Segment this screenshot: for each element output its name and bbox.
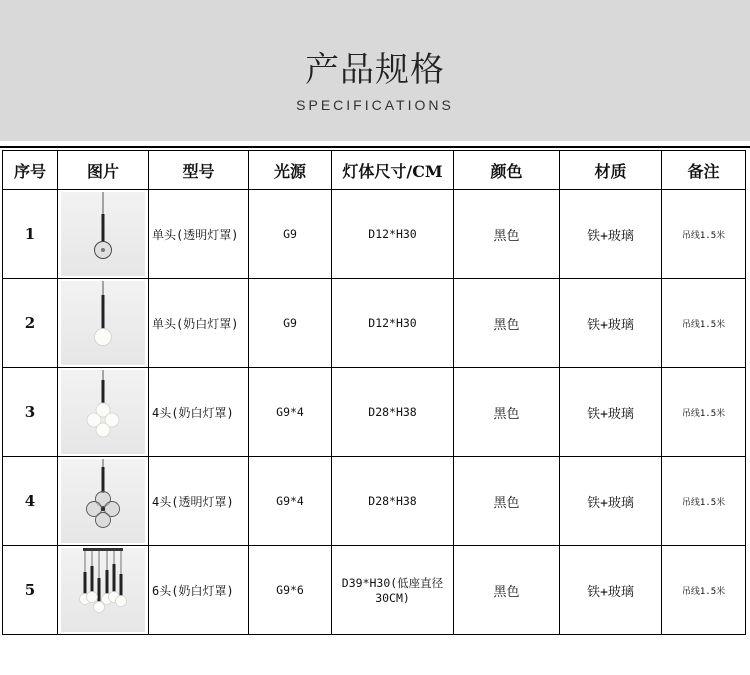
- page-subtitle: SPECIFICATIONS: [296, 97, 454, 113]
- color-cell: 黑色: [454, 368, 560, 457]
- single-milk-pendant-image: [61, 281, 145, 365]
- header-no: 序号: [3, 151, 58, 190]
- table-row: [3, 546, 746, 635]
- model-cell: 4头(透明灯罩): [149, 457, 249, 546]
- row-number: 1: [3, 190, 58, 279]
- material-cell: 铁+玻璃: [560, 457, 662, 546]
- table-row: [3, 457, 746, 546]
- note-cell: 吊线1.5米: [662, 190, 746, 279]
- six-milk-cluster-image: [61, 548, 145, 632]
- material-cell: 铁+玻璃: [560, 368, 662, 457]
- table-row: [3, 190, 746, 279]
- single-clear-pendant-image: [61, 192, 145, 276]
- header-note: 备注: [662, 151, 746, 190]
- header-image: 图片: [58, 151, 149, 190]
- color-cell: 黑色: [454, 457, 560, 546]
- header-model: 型号: [149, 151, 249, 190]
- product-image-cell: [58, 457, 149, 546]
- product-image-cell: [58, 190, 149, 279]
- material-cell: 铁+玻璃: [560, 190, 662, 279]
- table-row: [3, 279, 746, 368]
- color-cell: 黑色: [454, 279, 560, 368]
- light-source-cell: G9*6: [249, 546, 332, 635]
- light-source-cell: G9: [249, 279, 332, 368]
- header-banner: [0, 0, 750, 141]
- note-cell: 吊线1.5米: [662, 457, 746, 546]
- size-cell: D12*H30: [332, 279, 454, 368]
- header-size: 灯体尺寸/CM: [332, 151, 454, 190]
- model-cell: 单头(奶白灯罩): [149, 279, 249, 368]
- row-number: 2: [3, 279, 58, 368]
- table-row: [3, 368, 746, 457]
- row-number: 4: [3, 457, 58, 546]
- material-cell: 铁+玻璃: [560, 546, 662, 635]
- header-color: 颜色: [454, 151, 560, 190]
- light-source-cell: G9*4: [249, 368, 332, 457]
- row-number: 3: [3, 368, 58, 457]
- header-divider: [0, 146, 750, 148]
- four-milk-cluster-image: [61, 370, 145, 454]
- note-cell: 吊线1.5米: [662, 368, 746, 457]
- spec-table: [2, 150, 746, 635]
- size-cell: D28*H38: [332, 368, 454, 457]
- light-source-cell: G9*4: [249, 457, 332, 546]
- four-clear-cluster-image: [61, 459, 145, 543]
- model-cell: 单头(透明灯罩): [149, 190, 249, 279]
- model-cell: 6头(奶白灯罩): [149, 546, 249, 635]
- size-cell: D39*H30(低座直径30CM): [332, 546, 454, 635]
- row-number: 5: [3, 546, 58, 635]
- color-cell: 黑色: [454, 190, 560, 279]
- product-image-cell: [58, 368, 149, 457]
- header-material: 材质: [560, 151, 662, 190]
- table-header-row: [3, 151, 746, 190]
- product-image-cell: [58, 279, 149, 368]
- color-cell: 黑色: [454, 546, 560, 635]
- material-cell: 铁+玻璃: [560, 279, 662, 368]
- product-image-cell: [58, 546, 149, 635]
- size-cell: D28*H38: [332, 457, 454, 546]
- note-cell: 吊线1.5米: [662, 546, 746, 635]
- note-cell: 吊线1.5米: [662, 279, 746, 368]
- page-title: 产品规格: [305, 50, 445, 90]
- model-cell: 4头(奶白灯罩): [149, 368, 249, 457]
- size-cell: D12*H30: [332, 190, 454, 279]
- light-source-cell: G9: [249, 190, 332, 279]
- header-source: 光源: [249, 151, 332, 190]
